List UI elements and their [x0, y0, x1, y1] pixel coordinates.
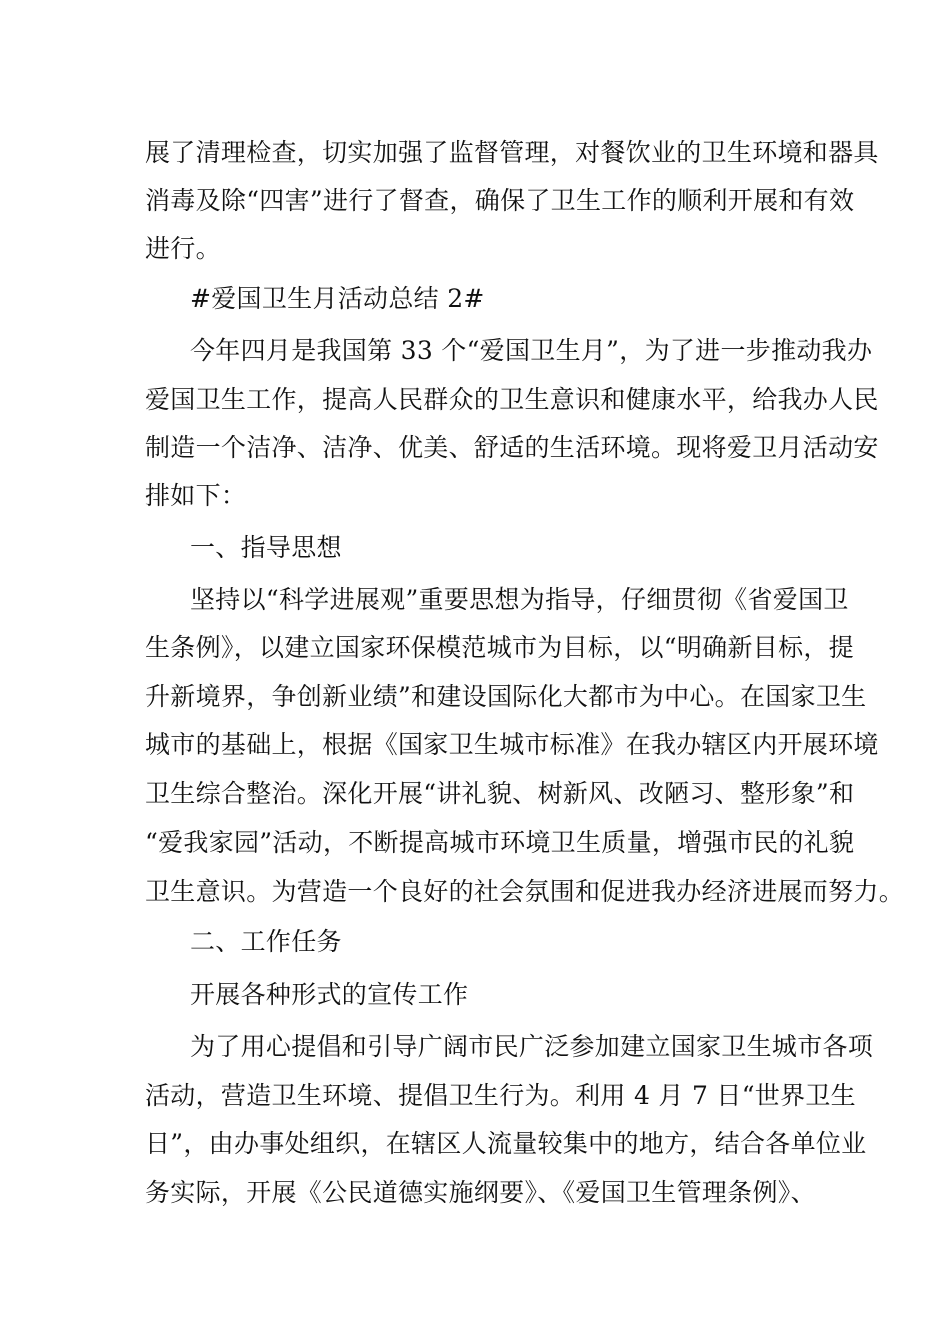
text-line: 生条例》，以建立国家环保模范城市为目标，以“明确新目标，提	[145, 633, 854, 662]
text-line: 排如下：	[145, 481, 247, 510]
text-line: 制造一个洁净、洁净、优美、舒适的生活环境。现将爱卫月活动安	[145, 433, 879, 462]
text-line: 展了清理检查，切实加强了监督管理，对餐饮业的卫生环境和器具	[145, 138, 879, 167]
text-line: 坚持以“科学进展观”重要思想为指导，仔细贯彻《省爱国卫	[190, 585, 849, 614]
text-line: 今年四月是我国第 33 个“爱国卫生月”，为了进一步推动我办	[190, 336, 873, 365]
section-heading: #爱国卫生月活动总结 2#	[190, 284, 485, 313]
text-line: 卫生综合整治。深化开展“讲礼貌、树新风、改陋习、整形象”和	[145, 779, 855, 808]
section-heading: 二、工作任务	[190, 927, 342, 956]
text-line: 升新境界，争创新业绩”和建设国际化大都市为中心。在国家卫生	[145, 682, 867, 711]
subsection-heading: 开展各种形式的宣传工作	[190, 980, 469, 1009]
text-line: 为了用心提倡和引导广阔市民广泛参加建立国家卫生城市各项	[190, 1032, 874, 1061]
text-line: “爱我家园”活动，不断提高城市环境卫生质量，增强市民的礼貌	[145, 828, 855, 857]
text-line: 城市的基础上，根据《国家卫生城市标准》在我办辖区内开展环境	[145, 730, 879, 759]
text-line: 活动，营造卫生环境、提倡卫生行为。利用 4 月 7 日“世界卫生	[145, 1081, 856, 1110]
section-heading: 一、指导思想	[190, 533, 342, 562]
text-line: 日”，由办事处组织，在辖区人流量较集中的地方，结合各单位业	[145, 1129, 867, 1158]
text-line: 爱国卫生工作，提高人民群众的卫生意识和健康水平，给我办人民	[145, 385, 879, 414]
text-line: 卫生意识。为营造一个良好的社会氛围和促进我办经济进展而努力。	[145, 877, 905, 906]
text-line: 消毒及除“四害”进行了督查，确保了卫生工作的顺利开展和有效	[145, 186, 855, 215]
text-line: 务实际，开展《公民道德实施纲要》、《爱国卫生管理条例》、	[145, 1178, 816, 1207]
text-line: 进行。	[145, 234, 221, 263]
